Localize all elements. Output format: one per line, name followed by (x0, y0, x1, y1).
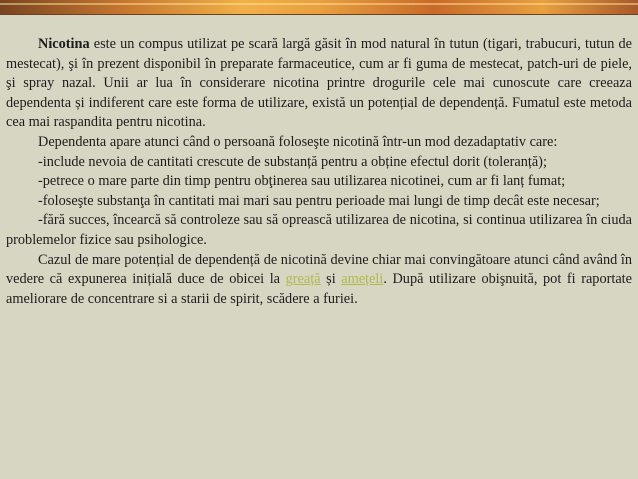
slide-body (6, 35, 632, 309)
paragraph-potential (6, 251, 632, 310)
paragraph-potential-text-before: Cazul de mare potențial de dependență de nicotină devine chiar mai convingătoare atunci când având în vedere că expunerea inițială duce de obicei la (6, 251, 632, 288)
link-greata[interactable]: greață (285, 271, 321, 288)
decorative-header-ribbon (0, 0, 638, 15)
paragraph-potential-text-between: și (320, 271, 342, 288)
paragraph-nicotine-intro-text: este un compus utilizat pe scară largă găsit în mod natural în tutun (tigari, trabucuri, tutun de mestecat), şi în prezent disponibil în preparate farmaceutice, cum ar fi guma de mestecat, patch-uri de piele, şi spray nazal. Unii ar lua în considerare nicotina printre drogurile cele mai cunoscute care creeaza dependenta și indiferent care este forma de utilizare, există un potențial de dependență. Fumatul este metoda cea mai raspandita pentru nicotina. (6, 36, 632, 131)
term-nicotina: Nicotina (38, 36, 90, 52)
paragraph-dependence: Dependenta apare atunci când o persoană foloseşte nicotină într-un mod dezadaptativ care: (38, 133, 558, 150)
paragraph-potential-text-after: . După utilizare obişnuită, pot fi raportate ameliorare de concentrare si a starii de spirit, scădere a furiei. (6, 271, 632, 307)
list-item-tolerance: -include nevoia de cantitati crescute de substanță pentru a obține efectul dorit (toleranță); (38, 153, 547, 170)
paragraph-nicotine-intro (6, 35, 632, 133)
link-ameteli[interactable]: amețeli (341, 271, 384, 288)
list-item-time-spent: -petrece o mare parte din timp pentru obţinerea sau utilizarea nicotinei, cum ar fi lanț fumat; (38, 173, 566, 190)
list-item-larger-amounts: -foloseşte substanţa în cantitati mai mari sau pentru perioade mai lungi de timp decât este necesar; (38, 192, 600, 209)
list-item-failed-control: -fără succes, încearcă să controleze sau să oprească utilizarea de nicotina, si continua utilizarea în ciuda problemelor fizice sau psihologice. (6, 212, 632, 248)
